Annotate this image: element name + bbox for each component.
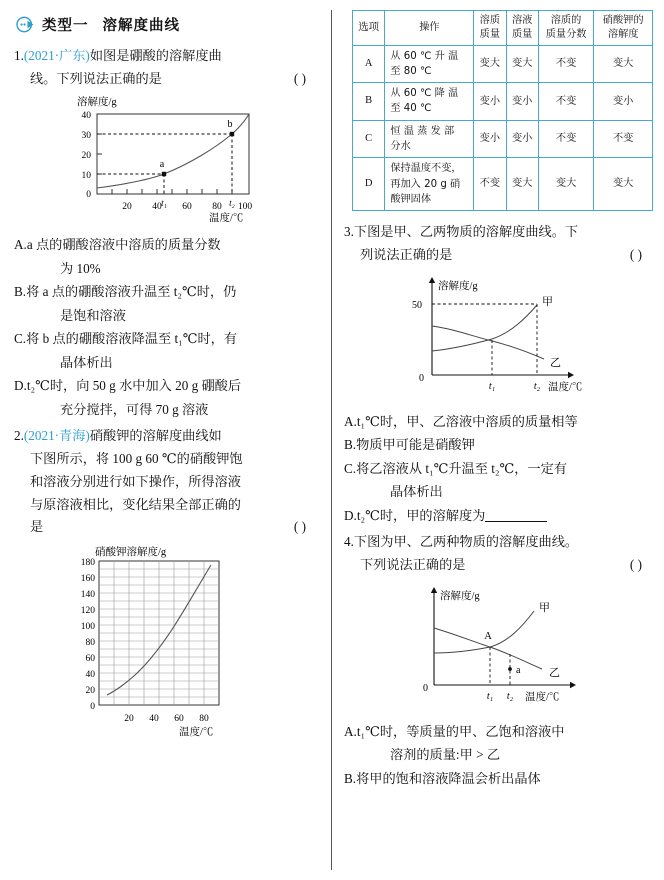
figure-potassium-nitrate xyxy=(14,543,318,743)
table-row-C-solubility: 不变 xyxy=(594,120,653,158)
table-row-C-option: C xyxy=(353,120,385,158)
chart1-ytick-40: 40 xyxy=(81,111,91,122)
chart2-ytick-80: 80 xyxy=(85,637,95,648)
chart1-ytick-20: 20 xyxy=(81,151,91,162)
figure-jia-yi-q4 xyxy=(344,581,654,714)
table-row-A-solution-mass: 变大 xyxy=(506,45,538,83)
question-3-stem xyxy=(344,221,654,244)
question-3-answer-paren[interactable]: ( ) xyxy=(629,246,642,262)
question-1-option-B-cont: 是饱和溶液 xyxy=(60,307,126,323)
question-1-option-A[interactable] xyxy=(14,233,318,280)
table-header-solute-mass-l1: 溶质 xyxy=(479,15,501,26)
table-header-solution-mass-l2: 质量 xyxy=(511,28,533,40)
question-3-option-A-label: A. xyxy=(344,413,357,429)
question-1-option-C-label: C. xyxy=(14,331,27,347)
table-row-D-operation xyxy=(385,158,474,211)
figure-jia-yi-q3 xyxy=(344,271,654,404)
chart1-ytick-30: 30 xyxy=(81,131,91,142)
question-3-option-A-text: t₁℃时，甲、乙溶液中溶质的质量相等 xyxy=(356,413,578,429)
question-3-option-B-label: B. xyxy=(344,437,357,453)
question-3-option-D-text: t₂℃时，甲的溶解度为 xyxy=(356,507,486,523)
question-3-number: 3. xyxy=(344,224,354,240)
section-header xyxy=(16,14,318,35)
question-4-options xyxy=(344,720,654,791)
table-row-A-operation-l1: 从 60 ℃ 升 温 xyxy=(390,50,459,62)
question-2-stem-line4: 与原溶液相比，变化结果全部正确的 xyxy=(30,496,241,512)
chart1-xtick-t2: t₂ xyxy=(228,198,235,209)
table-header-solubility xyxy=(594,11,653,46)
table-header-mass-fraction xyxy=(538,11,594,46)
chart3-xlabel: 温度/℃ xyxy=(547,381,582,393)
table-row-B-solubility: 变小 xyxy=(594,83,653,121)
section-title: 溶解度曲线 xyxy=(102,18,180,34)
question-1-options xyxy=(14,233,318,421)
table-row-C-operation xyxy=(385,120,474,158)
chart2-ytick-180: 180 xyxy=(80,557,95,568)
table-row-A-mass-fraction: 不变 xyxy=(538,45,594,83)
chart4-xtick-t1: t₁ xyxy=(486,690,493,702)
chart3-label-jia: 甲 xyxy=(541,295,553,308)
question-1-stem-line2-row xyxy=(14,68,318,91)
table-row-A-solute-mass: 变大 xyxy=(474,45,506,83)
table-header-solute-mass xyxy=(474,11,506,46)
question-1-stem xyxy=(14,45,318,68)
question-3-option-C-cont: 晶体析出 xyxy=(390,484,443,500)
question-4-number: 4. xyxy=(344,534,354,550)
question-4-option-A[interactable] xyxy=(344,720,654,767)
chart1-point-a-label: a xyxy=(159,159,164,171)
right-column xyxy=(332,0,664,880)
question-1-source: (2021·广东) xyxy=(23,48,90,63)
chart-jia-yi-solubility-q4 xyxy=(392,581,607,709)
table-header-option: 选项 xyxy=(353,11,385,46)
chart4-xlabel: 温度/℃ xyxy=(524,691,559,703)
question-3-stem-line1: 下图是甲、乙两物质的溶解度曲线。下 xyxy=(353,224,579,240)
chart1-xtick-100: 100 xyxy=(237,202,252,213)
table-row-D-operation-l2: 再加入 20 g 硝 xyxy=(390,178,461,190)
table-row-D-solute-mass: 不变 xyxy=(474,158,506,211)
table-row-B-operation xyxy=(385,83,474,121)
chart2-title: 硝酸钾溶解度/g xyxy=(94,546,166,558)
chart1-ylabel: 溶解度/g xyxy=(76,97,117,109)
question-1-option-A-label: A. xyxy=(14,237,27,253)
chart2-xtick-20: 20 xyxy=(123,713,134,724)
chart2-ytick-120: 120 xyxy=(80,605,95,616)
table-header-solution-mass-l1: 溶液 xyxy=(511,15,533,26)
chart4-ylabel: 溶解度/g xyxy=(439,590,480,602)
table-row-A-solubility: 变大 xyxy=(594,45,653,83)
chart3-xtick-t2: t₂ xyxy=(533,380,540,392)
question-4-answer-paren[interactable]: ( ) xyxy=(629,556,642,572)
play-circle-icon xyxy=(16,15,35,34)
chart4-point-a-marker xyxy=(508,667,512,671)
chart2-xtick-80: 80 xyxy=(198,713,209,724)
question-2-stem xyxy=(14,425,318,448)
chart1-xlabel: 温度/℃ xyxy=(208,213,243,223)
question-1-option-D-label: D. xyxy=(14,378,27,394)
table-row-C-operation-l2: 分水 xyxy=(390,141,411,153)
table-row-B-operation-l1: 从 60 ℃ 降 温 xyxy=(390,88,459,100)
table-row-C-solution-mass: 变小 xyxy=(506,120,538,158)
table-header-operation: 操作 xyxy=(385,11,474,46)
table-row[interactable] xyxy=(353,120,653,158)
question-1-option-C[interactable] xyxy=(14,327,318,374)
question-4-option-A-cont: 溶剂的质量:甲 > 乙 xyxy=(390,747,501,763)
question-2-answer-paren[interactable]: ( ) xyxy=(293,519,306,535)
question-2-number: 2. xyxy=(14,428,24,444)
question-2-stem-line2: 下图所示，将 100 g 60 ℃的硝酸钾饱 xyxy=(30,451,243,467)
chart2-xlabel: 温度/℃ xyxy=(178,726,213,738)
question-1-option-A-text: a 点的硼酸溶液中溶质的质量分数 xyxy=(26,237,221,253)
chart3-ytick-0: 0 xyxy=(418,372,424,384)
chart2-ytick-0: 0 xyxy=(89,701,95,712)
chart3-label-yi: 乙 xyxy=(549,356,561,369)
chart4-label-jia: 甲 xyxy=(538,601,550,614)
question-1-option-D-text: t₂℃时，向 50 g 水中加入 20 g 硼酸后 xyxy=(26,378,242,394)
question-3-option-A[interactable] xyxy=(344,410,654,434)
table-row[interactable] xyxy=(353,83,653,121)
question-1-option-D-cont: 充分搅拌，可得 70 g 溶液 xyxy=(60,401,209,417)
question-2-source: (2021·青海) xyxy=(23,428,90,444)
question-1-stem-line2: 线。下列说法正确的是 xyxy=(30,70,162,86)
question-3-option-D-blank[interactable] xyxy=(485,521,547,522)
question-1-option-A-cont: 为 10% xyxy=(60,260,101,276)
question-2-options-table xyxy=(352,10,653,211)
question-4-option-A-text: t₁℃时，等质量的甲、乙饱和溶液中 xyxy=(356,723,565,739)
question-1-answer-paren[interactable]: ( ) xyxy=(293,70,306,86)
question-3-option-B[interactable] xyxy=(344,433,654,457)
question-1-stem-line1: 如图是硼酸的溶解度曲 xyxy=(89,48,222,63)
question-3-option-C[interactable] xyxy=(344,457,654,504)
table-header-mass-fraction-l1: 溶质的 xyxy=(550,15,582,26)
chart2-ytick-20: 20 xyxy=(85,685,95,696)
table-row-A-operation xyxy=(385,45,474,83)
question-2-stem-line1: 硝酸钾的溶解度曲线如 xyxy=(89,428,222,444)
chart2-ytick-160: 160 xyxy=(80,573,95,584)
question-3 xyxy=(344,221,654,266)
chart-potassium-nitrate-solubility xyxy=(59,543,274,738)
question-4-stem-line2-row xyxy=(344,554,654,577)
table-header-row xyxy=(353,11,653,46)
table-row-D-operation-l3: 酸钾固体 xyxy=(390,193,432,205)
question-4-stem xyxy=(344,531,654,554)
question-4-stem-line2: 下列说法正确的是 xyxy=(360,556,466,572)
table-row[interactable] xyxy=(353,158,653,211)
table-row-D-mass-fraction: 变大 xyxy=(538,158,594,211)
chart4-point-a-label: a xyxy=(515,664,520,676)
table-header-solubility-l2: 溶解度 xyxy=(607,28,639,40)
question-1-option-B-label: B. xyxy=(14,284,27,300)
question-3-option-B-text: 物质甲可能是硝酸钾 xyxy=(356,437,475,453)
chart4-point-A-label: A xyxy=(483,630,492,642)
question-1-option-C-cont: 晶体析出 xyxy=(60,354,113,370)
chart4-label-yi: 乙 xyxy=(548,666,560,679)
chart3-curve-yi xyxy=(432,326,544,359)
chart1-xtick-t1: t₁ xyxy=(160,198,167,209)
chart-boric-acid-solubility xyxy=(59,94,274,222)
chart3-ytick-50: 50 xyxy=(411,299,422,311)
question-1-option-C-text: 将 b 点的硼酸溶液降温至 t₁℃时，有 xyxy=(26,331,238,347)
question-4-option-B-text: 将甲的饱和溶液降温会析出晶体 xyxy=(356,770,541,786)
section-type-label: 类型一 xyxy=(42,18,89,34)
question-1 xyxy=(14,45,318,90)
table-row-D-solubility: 变大 xyxy=(594,158,653,211)
table-row-D-option: D xyxy=(353,158,385,211)
chart3-curve-jia xyxy=(432,305,537,351)
question-3-option-D[interactable] xyxy=(344,504,654,528)
table-header-solubility-l1: 硝酸钾的 xyxy=(602,15,644,26)
table-header-solution-mass xyxy=(506,11,538,46)
chart2-ytick-60: 60 xyxy=(85,653,95,664)
chart4-xtick-t2: t₂ xyxy=(506,690,513,702)
table-row-B-solution-mass: 变小 xyxy=(506,83,538,121)
table-row-C-mass-fraction: 不变 xyxy=(538,120,594,158)
table-row-B-operation-l2: 至 40 ℃ xyxy=(390,103,432,115)
question-2 xyxy=(14,425,318,539)
chart2-ytick-140: 140 xyxy=(80,589,95,600)
question-1-option-B-text: 将 a 点的硼酸溶液升温至 t₂℃时，仍 xyxy=(26,284,237,300)
question-4-option-B-label: B. xyxy=(344,770,357,786)
chart4-ytick-0: 0 xyxy=(422,682,428,694)
question-4-stem-line1: 下图为甲、乙两种物质的溶解度曲线。 xyxy=(353,534,579,550)
question-1-option-B[interactable] xyxy=(14,280,318,327)
question-3-option-C-text: 将乙溶液从 t₁℃升温至 t₂℃，一定有 xyxy=(356,460,567,476)
table-row-D-solution-mass: 变大 xyxy=(506,158,538,211)
question-1-number: 1. xyxy=(14,48,24,63)
chart1-xtick-80: 80 xyxy=(211,202,222,213)
figure-boric-acid xyxy=(14,94,318,227)
table-row-D-operation-l1: 保持温度不变， xyxy=(390,163,462,175)
question-2-stem-line5-row xyxy=(14,516,318,539)
question-4-option-A-label: A. xyxy=(344,723,357,739)
question-2-stem-line3: 和溶液分别进行如下操作，所得溶液 xyxy=(30,473,241,489)
table-row[interactable] xyxy=(353,45,653,83)
table-header-mass-fraction-l2: 质量分数 xyxy=(545,28,587,40)
chart1-curve-boric-acid xyxy=(97,114,249,188)
chart1-xtick-20: 20 xyxy=(121,202,132,213)
chart2-xtick-60: 60 xyxy=(173,713,184,724)
question-3-option-D-label: D. xyxy=(344,507,357,523)
chart2-xtick-40: 40 xyxy=(148,713,159,724)
question-3-stem-line2: 列说法正确的是 xyxy=(360,246,453,262)
chart1-xtick-60: 60 xyxy=(181,202,192,213)
table-row-A-operation-l2: 至 80 ℃ xyxy=(390,65,432,77)
table-row-B-mass-fraction: 不变 xyxy=(538,83,594,121)
table-row-B-option: B xyxy=(353,83,385,121)
table-row-A-option: A xyxy=(353,45,385,83)
chart1-xtick-40: 40 xyxy=(151,202,162,213)
chart1-ytick-10: 10 xyxy=(81,171,91,182)
chart3-ylabel: 溶解度/g xyxy=(437,280,478,292)
chart3-xtick-t1: t₁ xyxy=(488,380,495,392)
question-3-option-C-label: C. xyxy=(344,460,357,476)
table-row-B-solute-mass: 变小 xyxy=(474,83,506,121)
question-2-stem-line5: 是 xyxy=(30,519,44,535)
question-1-option-D[interactable] xyxy=(14,374,318,421)
chart1-ytick-0: 0 xyxy=(85,190,91,201)
table-row-C-operation-l1: 恒 温 蒸 发 部 xyxy=(390,125,455,137)
table-row-C-solute-mass: 变小 xyxy=(474,120,506,158)
question-3-stem-line2-row xyxy=(344,244,654,267)
question-4 xyxy=(344,531,654,576)
chart1-point-b-label: b xyxy=(227,119,232,131)
chart2-ytick-40: 40 xyxy=(85,669,95,680)
question-3-options xyxy=(344,410,654,528)
table-header-solute-mass-l2: 质量 xyxy=(479,28,501,40)
chart2-ytick-100: 100 xyxy=(80,621,95,632)
chart-jia-yi-solubility-q3 xyxy=(392,271,607,399)
question-4-option-B[interactable] xyxy=(344,767,654,791)
